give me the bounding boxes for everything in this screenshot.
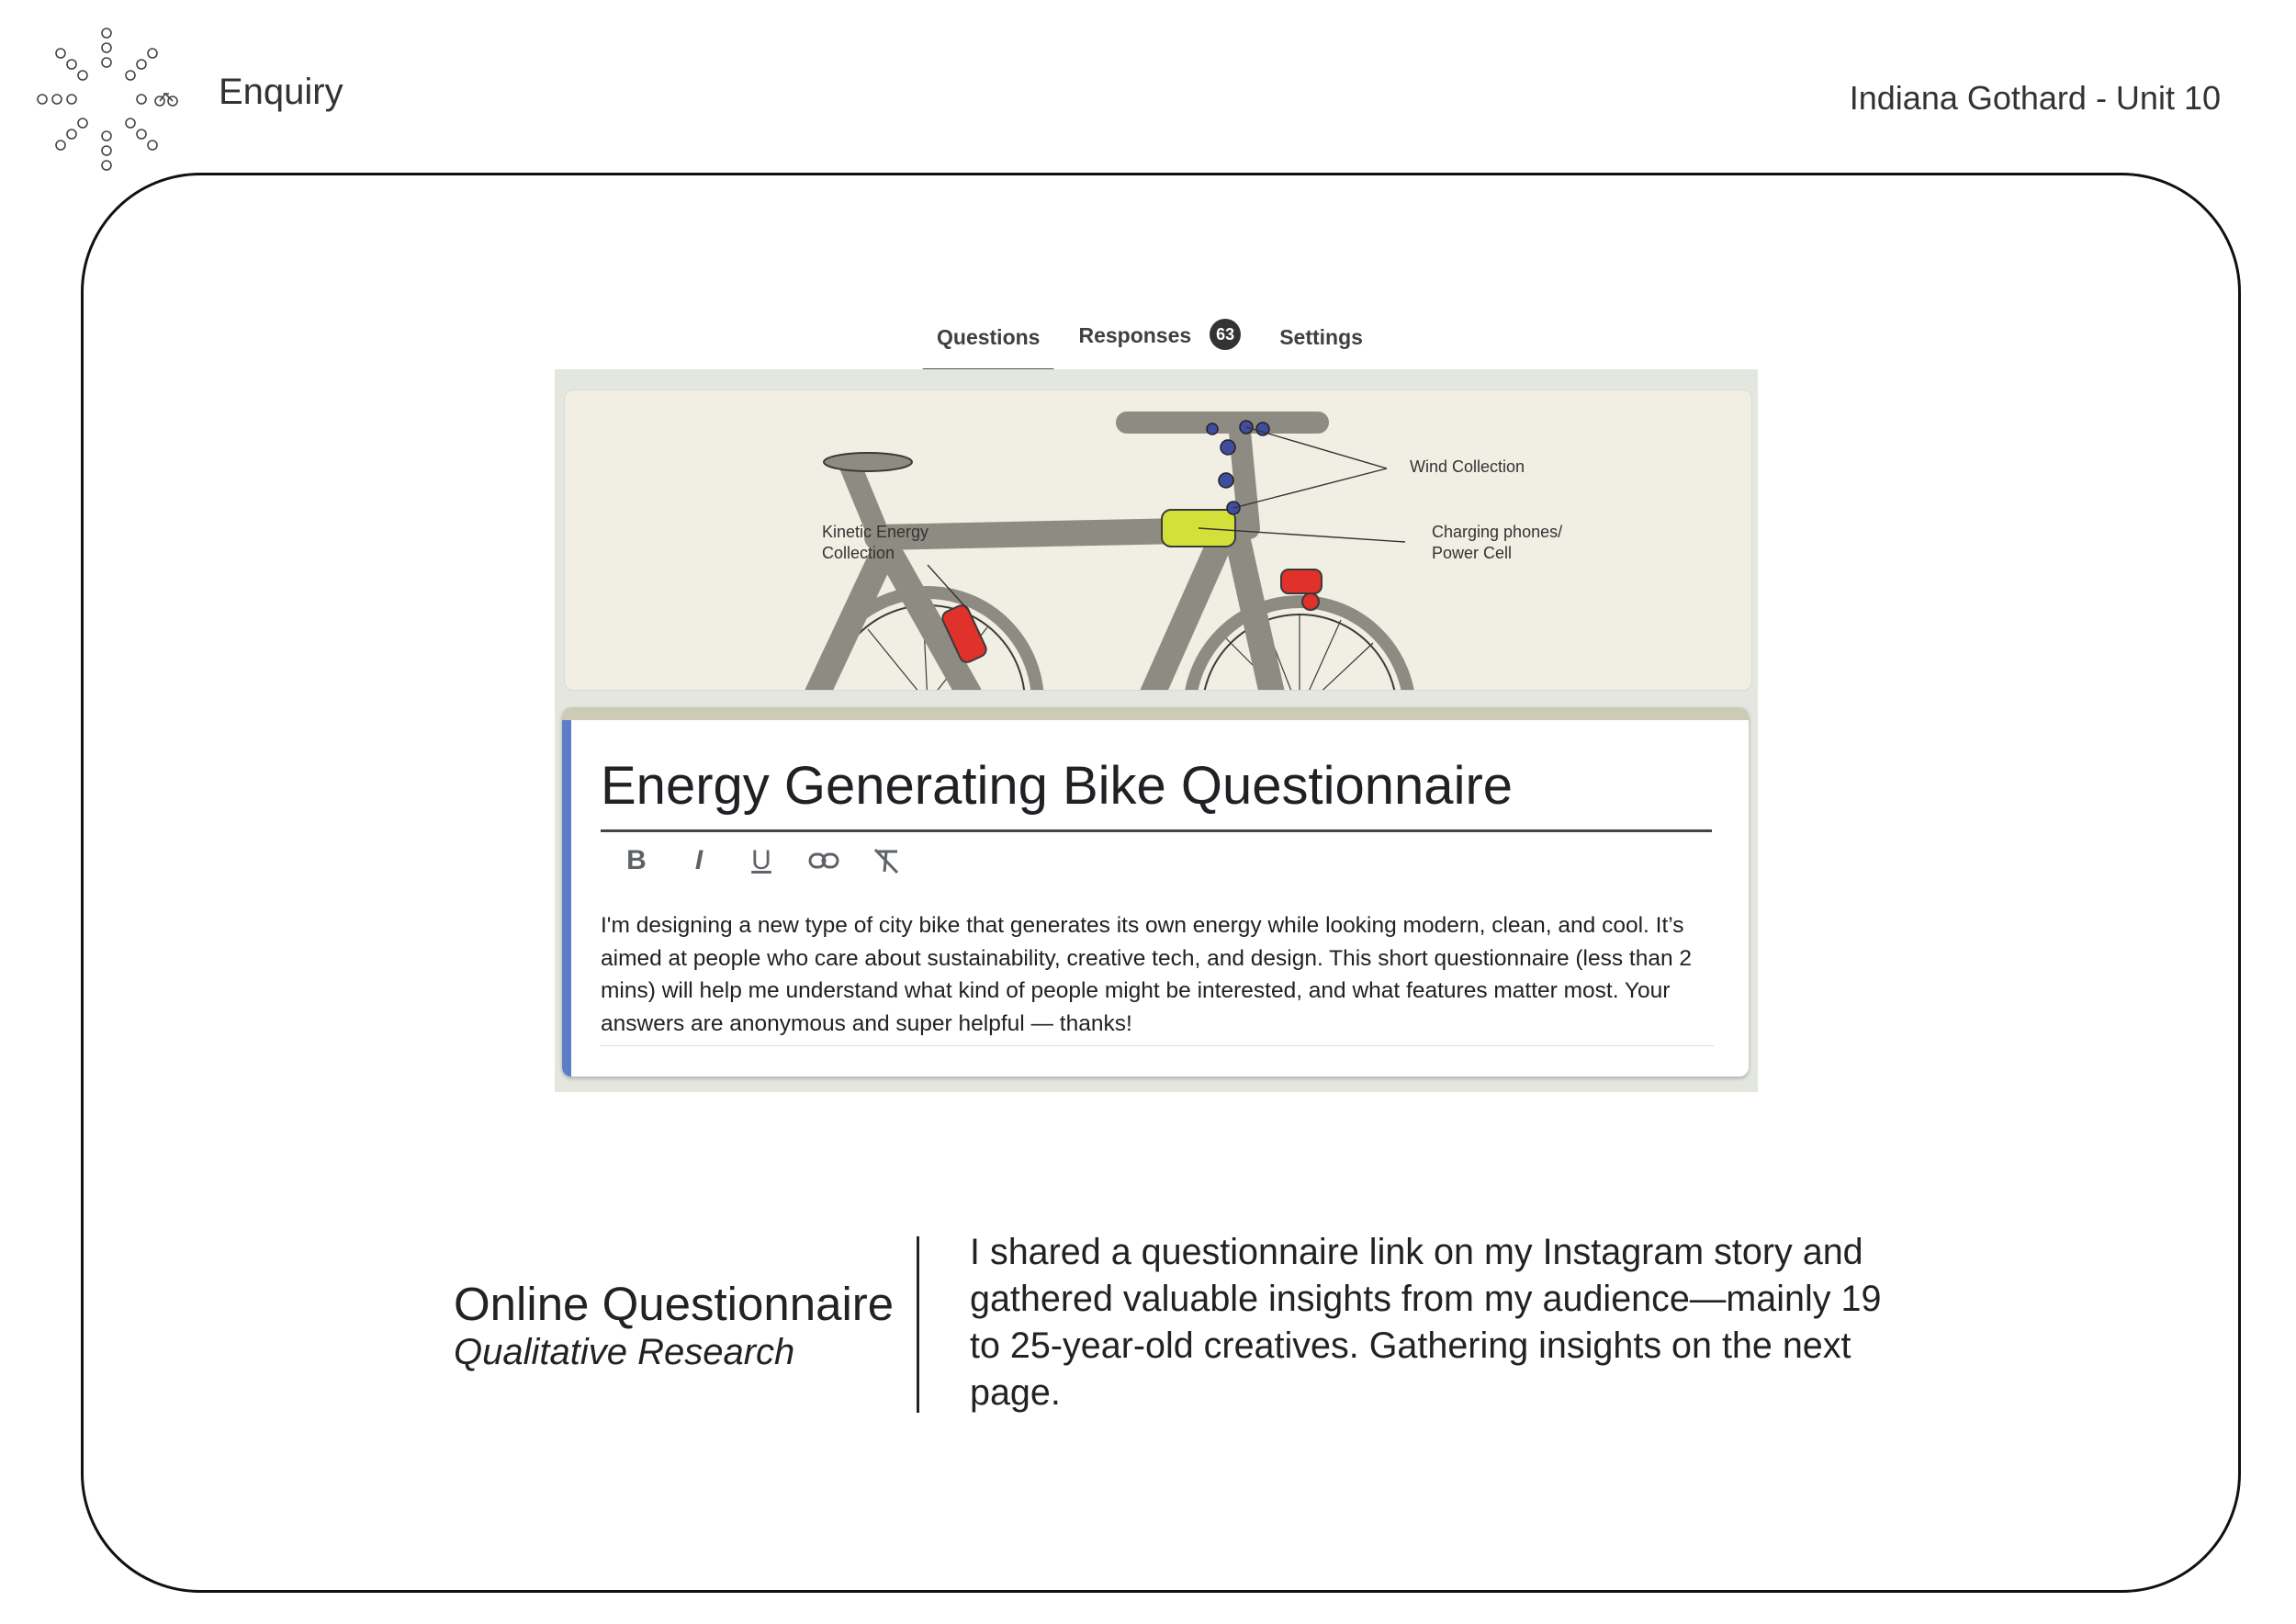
charging-phones-label: Charging phones/ Power Cell: [1432, 523, 1563, 562]
tab-responses[interactable]: Responses 63: [1078, 321, 1241, 371]
form-header-image: [564, 389, 1752, 691]
form-title-input[interactable]: Energy Generating Bike Questionnaire: [601, 755, 1712, 832]
author-label: Indiana Gothard - Unit 10: [1849, 79, 2221, 117]
caption-subtitle: Qualitative Research: [454, 1332, 795, 1372]
italic-icon[interactable]: I: [694, 845, 703, 875]
bike-dots-logo-icon: [33, 26, 189, 173]
caption-title: Online Questionnaire: [454, 1278, 895, 1330]
tab-questions[interactable]: Questions: [937, 325, 1040, 368]
section-title: Enquiry: [219, 72, 343, 112]
card-focus-bar: [562, 720, 571, 1077]
card-top-bar: [562, 707, 1749, 720]
bold-icon[interactable]: B: [626, 845, 647, 875]
bike-illustration: [565, 390, 1751, 690]
form-description-input[interactable]: I'm designing a new type of city bike that generates its own energy while looking modern, clean, and cool. It’s aimed at people who care about sustainability, creative tech, and design. This short questionnaire (less than 2 mins) will help me understand what kind of people might be interested, and what features matter most. Your answers are anonymous and super helpful — thanks!: [601, 909, 1714, 1046]
link-icon[interactable]: [805, 841, 843, 880]
form-tabs: [937, 321, 1401, 371]
tab-settings[interactable]: Settings: [1279, 324, 1363, 349]
wind-collection-label: Wind Collection: [1410, 457, 1525, 476]
responses-count-badge: 63: [1210, 319, 1241, 350]
format-toolbar: [617, 841, 929, 880]
clear-format-icon[interactable]: [867, 841, 906, 880]
underline-icon[interactable]: U: [751, 845, 771, 875]
caption-text: I shared a questionnaire link on my Instagram story and gathered valuable insights from my audience—mainly 19 to 25-year-old creatives. Gathering insights on the next page.: [970, 1232, 1882, 1413]
caption-divider: [917, 1236, 919, 1413]
form-title-card: [562, 707, 1749, 1077]
kinetic-energy-label: Kinetic Energy Collection: [822, 523, 929, 562]
